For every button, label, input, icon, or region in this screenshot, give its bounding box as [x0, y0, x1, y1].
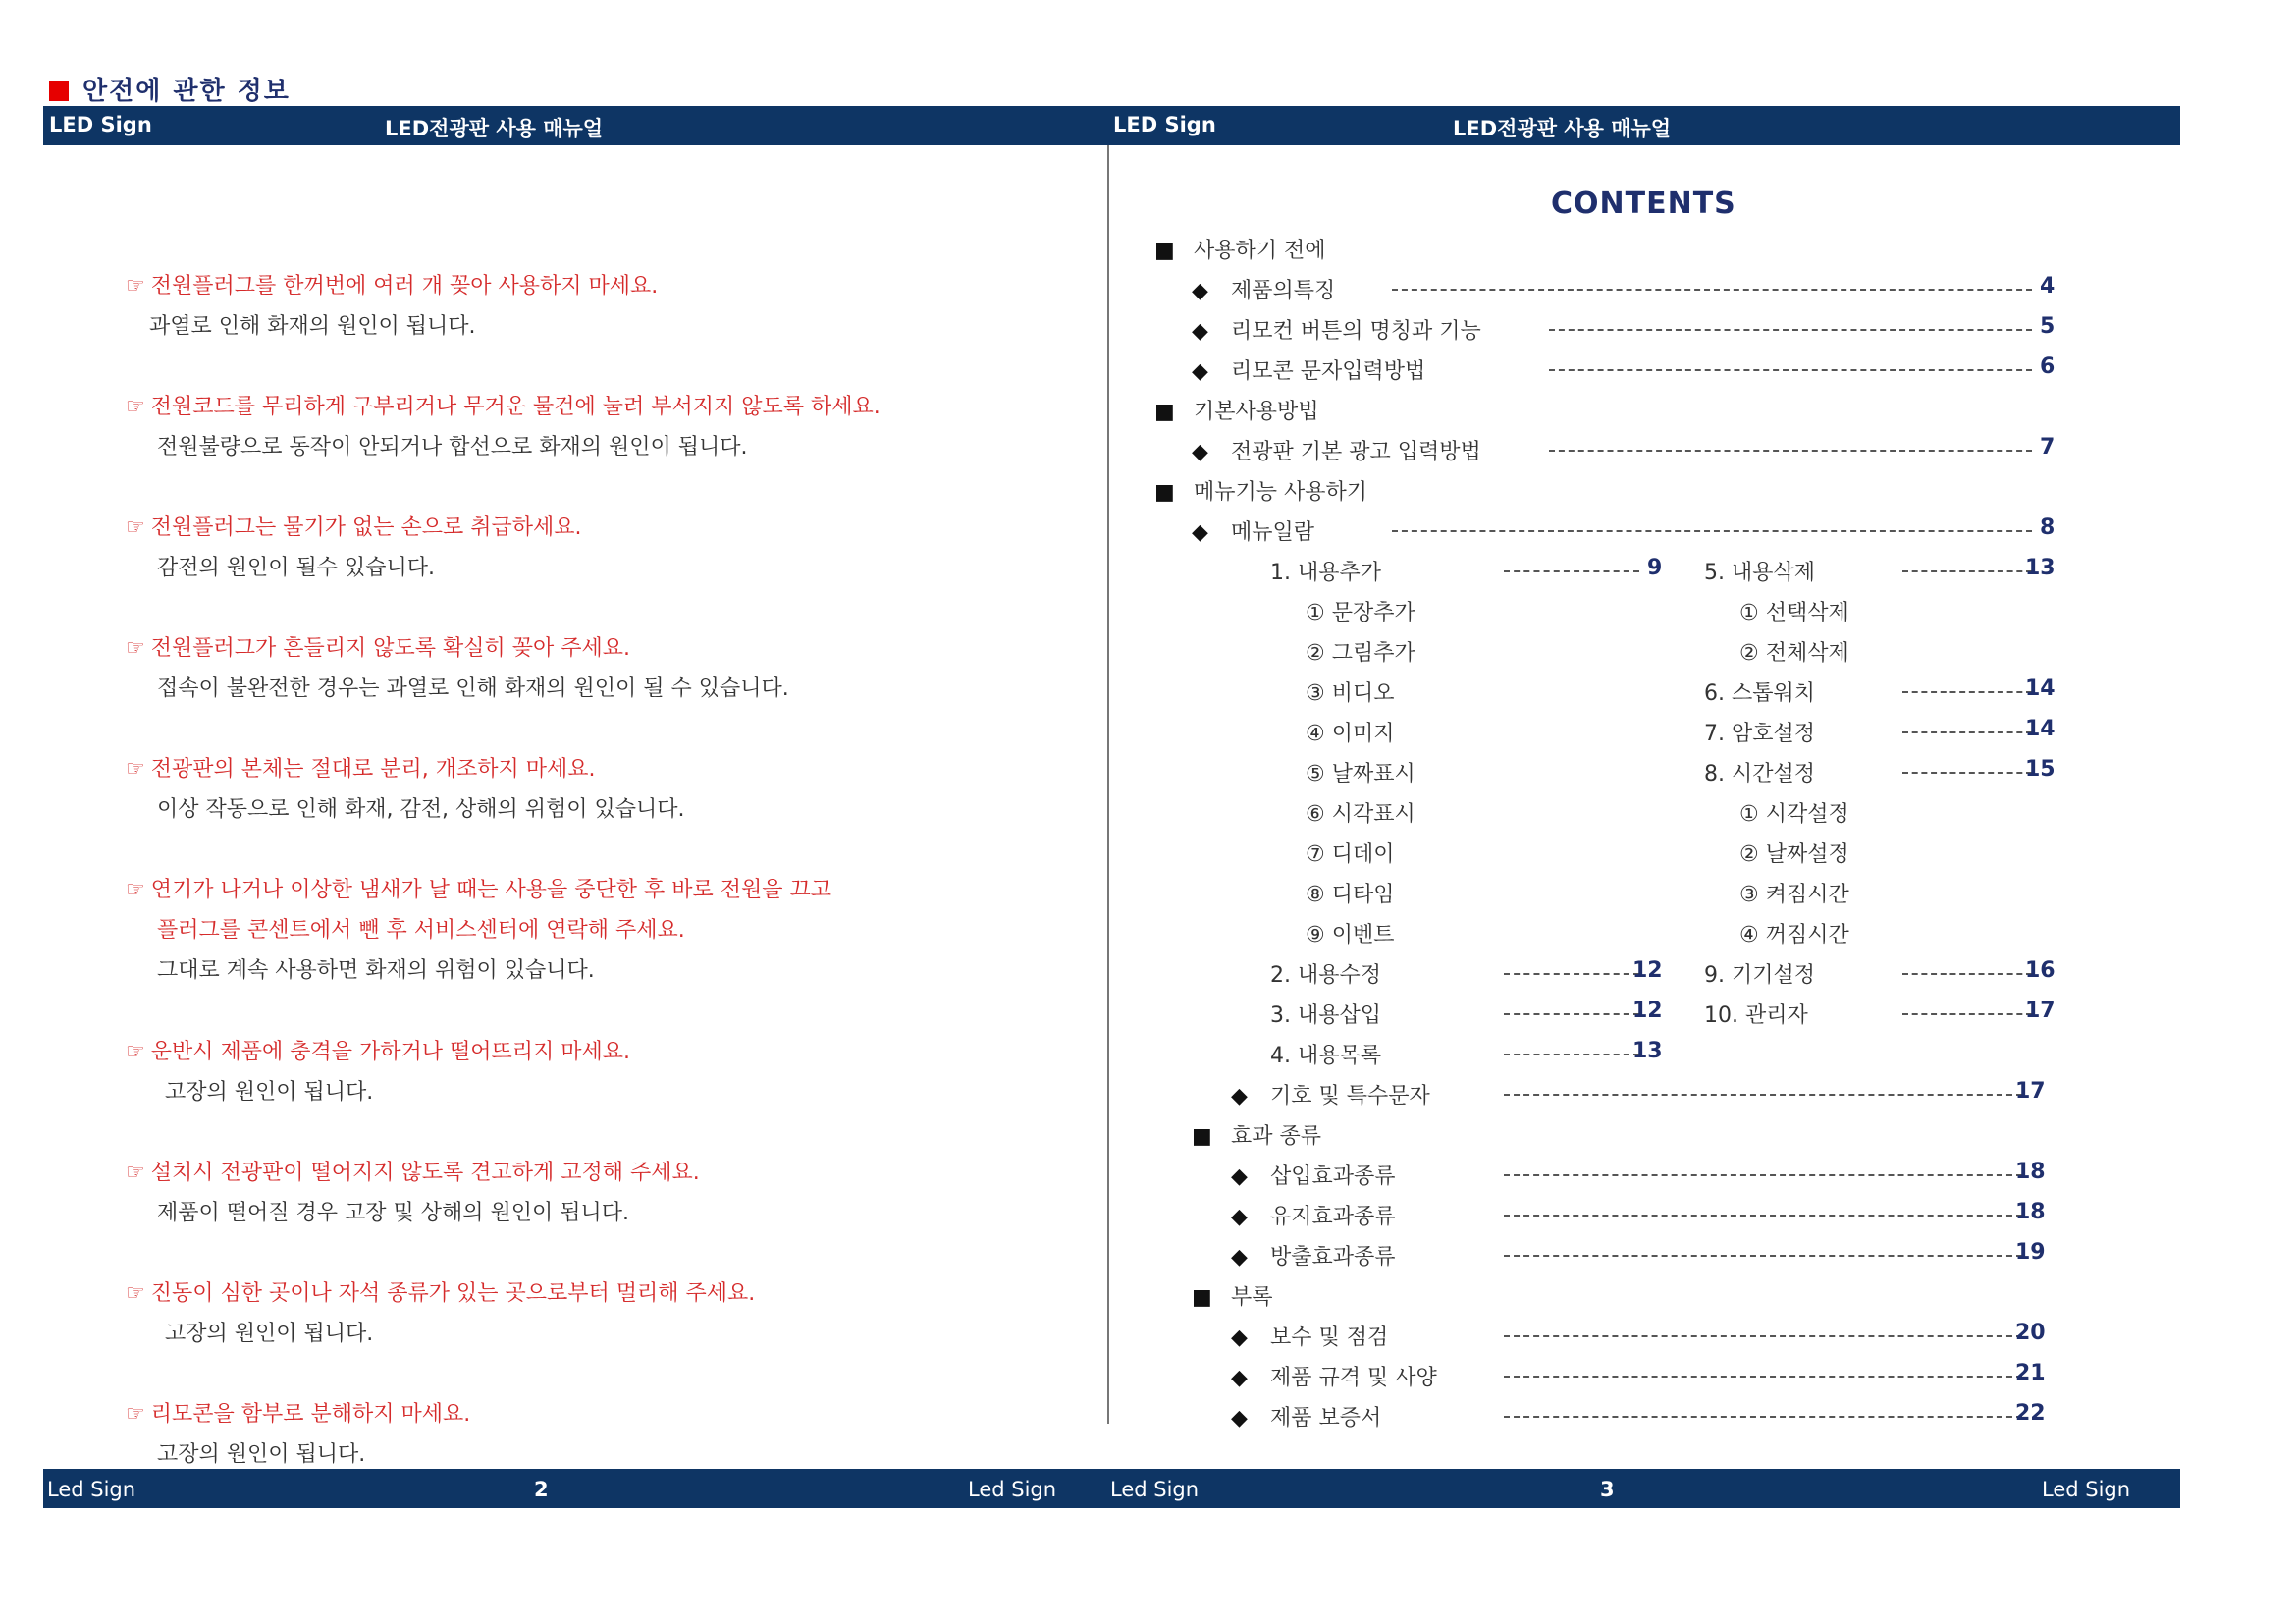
red-square-icon	[49, 81, 69, 101]
contents-entry-label: 6. 스톱워치	[1704, 681, 1815, 706]
leader-dots	[1504, 1255, 2022, 1257]
header-bar	[43, 106, 2180, 145]
contents-entry	[1739, 596, 1849, 626]
contents-entry-label: 10. 관리자	[1704, 1003, 1808, 1028]
leader-dots	[1902, 973, 2032, 975]
leader-dots	[1504, 1174, 2022, 1176]
warning-line	[126, 631, 630, 662]
contents-entry	[1739, 797, 1849, 828]
contents-page-number: 13	[2025, 556, 2056, 580]
contents-entry-label: ⑦ 디데이	[1306, 842, 1395, 867]
contents-entry	[1192, 314, 1481, 345]
contents-entry	[1231, 1361, 1437, 1391]
contents-entry-label: ② 날짜설정	[1739, 842, 1849, 867]
contents-page-number: 7	[2040, 435, 2056, 460]
warning-description: 감전의 원인이 될수 있습니다.	[157, 556, 435, 580]
contents-entry	[1231, 1160, 1396, 1190]
contents-entry-label: 전광판 기본 광고 입력방법	[1231, 440, 1481, 464]
contents-page-number: 22	[2015, 1401, 2046, 1426]
pointing-hand-icon: ☞	[126, 1281, 145, 1306]
contents-entry-label: 5. 내용삭제	[1704, 561, 1815, 585]
leader-dots	[1549, 369, 2032, 371]
warning-text: 진동이 심한 곳이나 자석 종류가 있는 곳으로부터 멀리해 주세요.	[150, 1281, 756, 1306]
leader-dots	[1392, 530, 2032, 532]
diamond-bullet-icon: ◆	[1231, 1084, 1248, 1109]
leader-dots	[1504, 973, 1639, 975]
contents-entry-label: 보수 및 점검	[1270, 1325, 1389, 1350]
warning-description: 접속이 불완전한 경우는 과열로 인해 화재의 원인이 될 수 있습니다.	[157, 676, 789, 701]
contents-entry-label: 제품 규격 및 사양	[1270, 1366, 1437, 1390]
contents-page-number: 15	[2025, 757, 2056, 782]
square-bullet-icon: ■	[1192, 1285, 1212, 1310]
warning-description: 고장의 원인이 됩니다.	[165, 1322, 374, 1346]
warning-line	[126, 511, 582, 541]
contents-entry-label: ⑥ 시각표시	[1306, 802, 1415, 827]
contents-entry-label: 3. 내용삽입	[1270, 1003, 1381, 1028]
warning-line	[126, 1156, 700, 1186]
leader-dots	[1549, 329, 2032, 331]
section-title	[49, 71, 291, 107]
leader-dots	[1902, 691, 2032, 693]
contents-heading-appendix-label: 부록	[1231, 1285, 1273, 1310]
contents-entry-label: 방출효과종류	[1270, 1245, 1396, 1270]
contents-entry-label: ② 전체삭제	[1739, 641, 1849, 666]
warning-line	[126, 390, 881, 420]
warning-line	[126, 1035, 630, 1065]
contents-page-number: 17	[2025, 999, 2056, 1023]
diamond-bullet-icon: ◆	[1231, 1164, 1248, 1189]
contents-entry	[1306, 838, 1394, 868]
contents-entry	[1704, 958, 1815, 989]
leader-dots	[1504, 1335, 2022, 1337]
leader-dots	[1902, 731, 2032, 733]
warning-text: 전광판의 본체는 절대로 분리, 개조하지 마세요.	[150, 757, 596, 782]
square-bullet-icon: ■	[1154, 239, 1175, 263]
diamond-bullet-icon: ◆	[1192, 520, 1208, 545]
contents-entry-label: ⑨ 이벤트	[1306, 923, 1395, 947]
contents-entry-label: 7. 암호설정	[1704, 722, 1815, 746]
warning-text: 연기가 나거나 이상한 냄새가 날 때는 사용을 중단한 후 바로 전원을 끄고	[150, 878, 831, 902]
footer-left-brand: Led Sign	[47, 1478, 136, 1501]
contents-entry-label: 8. 시간설정	[1704, 762, 1815, 786]
leader-dots	[1549, 450, 2032, 452]
warning-line	[126, 873, 831, 903]
contents-entry-label: 기호 및 특수문자	[1270, 1084, 1430, 1109]
warning-text: 전원플러그가 흔들리지 않도록 확실히 꽂아 주세요.	[150, 636, 630, 661]
contents-entry	[1306, 596, 1415, 626]
footer-bar	[43, 1469, 2180, 1508]
warning-text: 전원코드를 무리하게 구부리거나 무거운 물건에 눌려 부서지지 않도록 하세요.	[150, 395, 881, 419]
warning-text-continued: 플러그를 콘센트에서 뺀 후 서비스센터에 연락해 주세요.	[157, 918, 685, 943]
section-title-text: 안전에 관한 정보	[82, 77, 291, 106]
contents-entry-label: ④ 이미지	[1306, 722, 1395, 746]
warning-line	[126, 752, 595, 783]
footer-right-brand-end: Led Sign	[2042, 1478, 2131, 1501]
contents-entry	[1306, 878, 1394, 908]
contents-page-number: 12	[1632, 999, 1663, 1023]
contents-entry	[1704, 676, 1815, 707]
contents-heading-effects	[1192, 1119, 1321, 1150]
footer-right-page-number: 3	[1600, 1478, 1615, 1501]
diamond-bullet-icon: ◆	[1231, 1406, 1248, 1431]
contents-entry	[1306, 636, 1415, 667]
contents-entry-label: ① 선택삭제	[1739, 601, 1849, 625]
contents-entry	[1306, 757, 1415, 787]
contents-entry-label: ① 시각설정	[1739, 802, 1849, 827]
contents-page-number: 19	[2015, 1240, 2046, 1265]
contents-page-number: 14	[2025, 717, 2056, 741]
contents-entry	[1192, 274, 1335, 304]
contents-entry-label: 제품 보증서	[1270, 1406, 1382, 1431]
warning-description: 그대로 계속 사용하면 화재의 위험이 있습니다.	[157, 958, 595, 983]
pointing-hand-icon: ☞	[126, 515, 145, 540]
contents-heading-effects-label: 효과 종류	[1231, 1124, 1322, 1149]
warning-description: 고장의 원인이 됩니다.	[157, 1442, 366, 1467]
page-divider	[1107, 145, 1109, 1424]
diamond-bullet-icon: ◆	[1192, 319, 1208, 344]
warning-description: 고장의 원인이 됩니다.	[165, 1080, 374, 1105]
header-left-brand: LED Sign	[49, 113, 152, 136]
header-right-title: LED전광판 사용 매뉴얼	[1453, 117, 1672, 140]
contents-entry	[1231, 1200, 1396, 1230]
contents-entry	[1270, 556, 1381, 586]
leader-dots	[1504, 1013, 1639, 1015]
leader-dots	[1504, 1094, 2022, 1096]
contents-page-number: 12	[1632, 958, 1663, 983]
contents-entry-label: 리모콘 문자입력방법	[1231, 359, 1426, 384]
contents-entry	[1739, 838, 1849, 868]
warning-text: 전원플러그를 한꺼번에 여러 개 꽂아 사용하지 마세요.	[150, 274, 659, 298]
contents-entry-label: 9. 기기설정	[1704, 963, 1815, 988]
contents-entry	[1704, 757, 1815, 787]
diamond-bullet-icon: ◆	[1231, 1366, 1248, 1390]
contents-entry-label: 메뉴일람	[1231, 520, 1315, 545]
leader-dots	[1902, 1013, 2032, 1015]
footer-left-page-number: 2	[534, 1478, 549, 1501]
contents-entry	[1192, 354, 1425, 385]
pointing-hand-icon: ☞	[126, 1040, 145, 1064]
contents-entry-label: ① 문장추가	[1306, 601, 1415, 625]
pointing-hand-icon: ☞	[126, 757, 145, 782]
contents-entry	[1192, 435, 1481, 465]
contents-heading-menu-functions-label: 메뉴기능 사용하기	[1194, 480, 1368, 505]
contents-entry-label: ③ 비디오	[1306, 681, 1395, 706]
contents-entry	[1270, 999, 1381, 1029]
contents-heading-basic-usage	[1154, 395, 1319, 425]
warning-line	[126, 269, 658, 299]
contents-title: CONTENTS	[1551, 187, 1736, 221]
contents-heading-basic-usage-label: 기본사용방법	[1194, 400, 1319, 424]
leader-dots	[1504, 1376, 2022, 1378]
contents-entry	[1306, 918, 1394, 948]
leader-dots	[1902, 772, 2032, 774]
pointing-hand-icon: ☞	[126, 636, 145, 661]
contents-page-number: 14	[2025, 676, 2056, 701]
footer-right-brand: Led Sign	[1110, 1478, 1200, 1501]
footer-left-brand-end: Led Sign	[968, 1478, 1057, 1501]
contents-entry	[1739, 636, 1849, 667]
diamond-bullet-icon: ◆	[1231, 1205, 1248, 1229]
warning-text: 리모콘을 함부로 분해하지 마세요.	[150, 1402, 471, 1427]
contents-entry-label: 제품의특징	[1231, 279, 1336, 303]
diamond-bullet-icon: ◆	[1192, 279, 1208, 303]
contents-entry	[1306, 676, 1394, 707]
contents-page-number: 16	[2025, 958, 2056, 983]
contents-page-number: 6	[2040, 354, 2056, 379]
warning-description: 이상 작동으로 인해 화재, 감전, 상해의 위험이 있습니다.	[157, 797, 685, 822]
contents-page-number: 9	[1647, 556, 1663, 580]
contents-page-number: 5	[2040, 314, 2056, 339]
contents-entry-label: 리모컨 버튼의 명칭과 기능	[1231, 319, 1481, 344]
contents-heading-menu-functions	[1154, 475, 1367, 506]
square-bullet-icon: ■	[1192, 1124, 1212, 1149]
leader-dots	[1902, 570, 2032, 572]
pointing-hand-icon: ☞	[126, 274, 145, 298]
contents-entry	[1231, 1321, 1388, 1351]
warning-description: 과열로 인해 화재의 원인이 됩니다.	[149, 314, 476, 339]
contents-entry-label: 4. 내용목록	[1270, 1044, 1381, 1068]
contents-entry	[1704, 717, 1815, 747]
pointing-hand-icon: ☞	[126, 395, 145, 419]
contents-entry	[1306, 797, 1415, 828]
square-bullet-icon: ■	[1154, 400, 1175, 424]
pointing-hand-icon: ☞	[126, 1161, 145, 1185]
contents-entry	[1704, 999, 1808, 1029]
contents-entry-label: 삽입효과종류	[1270, 1164, 1396, 1189]
warning-line	[126, 1397, 470, 1428]
contents-entry	[1270, 958, 1381, 989]
contents-entry	[1192, 515, 1314, 546]
diamond-bullet-icon: ◆	[1231, 1245, 1248, 1270]
leader-dots	[1504, 1054, 1639, 1055]
contents-entry	[1231, 1240, 1396, 1271]
pointing-hand-icon: ☞	[126, 1402, 145, 1427]
header-left-title: LED전광판 사용 매뉴얼	[385, 117, 604, 140]
contents-page-number: 8	[2040, 515, 2056, 540]
leader-dots	[1504, 1215, 2022, 1217]
warning-text: 전원플러그는 물기가 없는 손으로 취급하세요.	[150, 515, 582, 540]
warning-text: 설치시 전광판이 떨어지지 않도록 견고하게 고정해 주세요.	[150, 1161, 700, 1185]
contents-page-number: 13	[1632, 1039, 1663, 1063]
leader-dots	[1504, 1416, 2022, 1418]
contents-page-number: 17	[2015, 1079, 2046, 1104]
contents-page-number: 4	[2040, 274, 2056, 298]
contents-page-number: 20	[2015, 1321, 2046, 1345]
contents-entry	[1270, 1039, 1381, 1069]
diamond-bullet-icon: ◆	[1231, 1325, 1248, 1350]
leader-dots	[1504, 570, 1639, 572]
contents-entry	[1704, 556, 1815, 586]
warning-description: 전원불량으로 동작이 안되거나 합선으로 화재의 원인이 됩니다.	[157, 435, 748, 460]
diamond-bullet-icon: ◆	[1192, 359, 1208, 384]
contents-page-number: 21	[2015, 1361, 2046, 1385]
contents-entry	[1231, 1079, 1430, 1109]
contents-entry-label: ② 그림추가	[1306, 641, 1415, 666]
contents-page-number: 18	[2015, 1160, 2046, 1184]
contents-page-number: 18	[2015, 1200, 2046, 1224]
contents-entry-label: ⑧ 디타임	[1306, 883, 1395, 907]
contents-heading-before-use-label: 사용하기 전에	[1194, 239, 1326, 263]
contents-entry-label: 1. 내용추가	[1270, 561, 1381, 585]
contents-entry-label: ③ 켜짐시간	[1739, 883, 1849, 907]
contents-heading-before-use	[1154, 234, 1326, 264]
pointing-hand-icon: ☞	[126, 878, 145, 902]
contents-entry	[1231, 1401, 1381, 1432]
warning-line	[126, 1276, 755, 1307]
contents-entry	[1739, 878, 1849, 908]
contents-entry-label: ⑤ 날짜표시	[1306, 762, 1415, 786]
contents-entry-label: 유지효과종류	[1270, 1205, 1396, 1229]
contents-entry	[1306, 717, 1394, 747]
warning-description: 제품이 떨어질 경우 고장 및 상해의 원인이 됩니다.	[157, 1201, 629, 1225]
contents-entry	[1739, 918, 1849, 948]
header-right-brand: LED Sign	[1113, 113, 1216, 136]
leader-dots	[1392, 289, 2032, 291]
contents-entry-label: ④ 꺼짐시간	[1739, 923, 1849, 947]
square-bullet-icon: ■	[1154, 480, 1175, 505]
contents-heading-appendix	[1192, 1280, 1273, 1311]
contents-entry-label: 2. 내용수정	[1270, 963, 1381, 988]
diamond-bullet-icon: ◆	[1192, 440, 1208, 464]
warning-text: 운반시 제품에 충격을 가하거나 떨어뜨리지 마세요.	[150, 1040, 630, 1064]
